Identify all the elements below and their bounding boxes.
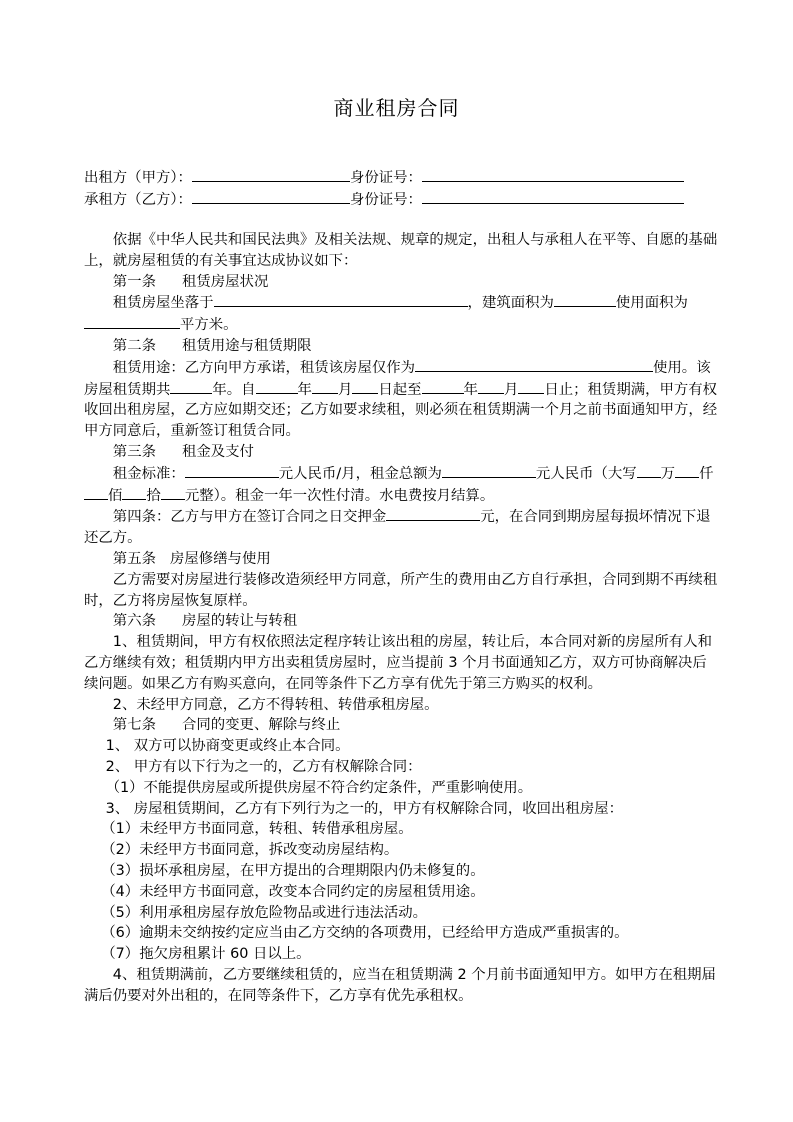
text-segment: 日止；租赁期满， bbox=[544, 381, 660, 398]
total-rent-blank[interactable] bbox=[442, 463, 536, 478]
article-title: 租金及支付 bbox=[181, 443, 254, 460]
usage-blank[interactable] bbox=[415, 357, 653, 372]
end-year-blank[interactable] bbox=[422, 379, 464, 394]
article-7-item: （5）利用承租房屋存放危险物品或进行违法活动。 bbox=[101, 904, 428, 921]
article-7-item: （6）逾期未交纳按约定应当由乙方交纳的各项费用，已经给甲方造成严重损害的。 bbox=[101, 925, 629, 942]
text-segment: 仟 bbox=[699, 465, 714, 482]
bai-blank[interactable] bbox=[84, 485, 108, 500]
article-5-text: 乙方需要对房屋进行装修改造须经甲方同意，所产生的费用由乙方自行承担，合同到期不再续租时，乙方将房屋恢复原样。 bbox=[84, 571, 718, 609]
article-6-clause-1: 1、租赁期间，甲方有权依照法定程序转让该出租的房屋，转让后，本合同对新的房屋所有人和乙方继续有效；租赁期内甲方出卖租赁房屋时，应当提前 3 个月书面通知乙方，双方可协商解决后续问题。如果乙方有购买意向，在同等条件下乙方享有优先于第三方购买的权利。 bbox=[84, 634, 712, 692]
lessee-label: 承租方（乙方）： bbox=[84, 192, 192, 208]
article-6-clause-2: 2、未经甲方同意，乙方不得转租、转借承租房屋。 bbox=[112, 696, 439, 713]
lessee-id-blank[interactable] bbox=[422, 189, 684, 204]
text-segment: 日起至 bbox=[378, 381, 422, 398]
article-number: 第二条 bbox=[112, 337, 156, 354]
building-area-blank[interactable] bbox=[554, 292, 616, 307]
lessor-line bbox=[84, 166, 684, 187]
text-segment: 第四条：乙方与甲方在签订合同之日交押金 bbox=[112, 509, 387, 526]
deposit-blank[interactable] bbox=[386, 506, 480, 521]
article-number: 第六条 bbox=[112, 613, 156, 630]
shi-blank[interactable] bbox=[122, 485, 146, 500]
text-segment: 年。自 bbox=[212, 381, 256, 398]
article-7-item: （7）拖欠房租累计 60 日以上。 bbox=[101, 946, 311, 963]
text-segment: 月 bbox=[503, 381, 519, 398]
text-segment: 租赁房屋坐落于 bbox=[112, 295, 214, 312]
text-segment: 元，在合同到期房屋每损坏情况下退还乙方。 bbox=[84, 509, 711, 547]
text-segment: 使用面积为 bbox=[615, 295, 688, 312]
intro-paragraph: 依据《中华人民共和国民法典》及相关法规、规章的规定，出租人与承租人在平等、自愿的基础上，就房屋租赁的有关事宜达成协议如下： bbox=[84, 232, 718, 269]
article-number: 第五条 bbox=[112, 550, 156, 567]
article-7-item: 2、 甲方有以下行为之一的，乙方有权解除合同： bbox=[105, 758, 422, 775]
end-month-blank[interactable] bbox=[478, 379, 504, 394]
article-title: 租赁房屋状况 bbox=[181, 273, 269, 290]
article-number: 第七条 bbox=[112, 717, 156, 734]
text-segment: 年 bbox=[463, 381, 478, 398]
start-day-blank[interactable] bbox=[352, 379, 378, 394]
lessor-label: 出租方（甲方）： bbox=[84, 170, 192, 186]
usable-area-blank[interactable] bbox=[84, 314, 180, 329]
article-7-item: （3）损坏承租房屋，在甲方提出的合理期限内仍未修复的。 bbox=[101, 862, 485, 879]
start-month-blank[interactable] bbox=[312, 379, 338, 394]
contract-body bbox=[84, 230, 718, 1006]
text-segment: 该房屋租赁期共 bbox=[84, 359, 711, 398]
term-years-blank[interactable] bbox=[170, 379, 212, 394]
text-segment: 年 bbox=[297, 381, 312, 398]
article-title: 租赁用途与租赁期限 bbox=[181, 337, 312, 354]
article-7-clause-4: 4、租赁期满前，乙方要继续租赁的，应当在租赁期满 2 个月前书面通知甲方。如甲方在租期届满后仍要对外出租的，在同等条件下，乙方享有优先承租权。 bbox=[84, 966, 716, 1004]
article-1-text bbox=[84, 292, 718, 336]
lessor-id-label: 身份证号： bbox=[349, 170, 422, 186]
text-segment: 甲方有权收回出租房屋，乙方应如期交还；乙方如要求续租，则必须在租赁期满一个月之前书面通知甲方，经甲方同意后，重新签订租赁合同。 bbox=[84, 381, 718, 440]
text-segment: 平方米。 bbox=[180, 317, 238, 334]
lessee-line bbox=[84, 188, 684, 209]
article-7-item: 3、 房屋租赁期间，乙方有下列行为之一的，甲方有权解除合同，收回出租房屋： bbox=[105, 800, 623, 817]
text-segment: ，建筑面积为 bbox=[467, 295, 554, 312]
text-segment: 元人民币（大写 bbox=[535, 465, 637, 482]
lessor-name-blank[interactable] bbox=[192, 167, 350, 182]
lessee-id-label: 身份证号： bbox=[349, 192, 422, 208]
article-6-heading bbox=[84, 611, 718, 632]
text-segment: 月 bbox=[337, 381, 353, 398]
article-4-text bbox=[84, 506, 718, 549]
article-7-item: （4）未经甲方书面同意，改变本合同约定的房屋租赁用途。 bbox=[101, 883, 485, 900]
article-number: 第三条 bbox=[112, 443, 156, 460]
article-title: 合同的变更、解除与终止 bbox=[181, 717, 341, 734]
article-7-item: 1、 双方可以协商变更或终止本合同。 bbox=[105, 738, 350, 755]
article-number: 第一条 bbox=[112, 273, 156, 290]
article-1-heading bbox=[84, 272, 718, 293]
text-segment: 万 bbox=[660, 465, 676, 482]
text-segment: 租金标准： bbox=[112, 465, 185, 482]
article-2-text bbox=[84, 357, 718, 442]
text-segment: 租赁用途：乙方向甲方承诺，租赁该房屋仅作为 bbox=[112, 359, 416, 376]
text-segment: 元整）。租金一年一次性付清。水电费按月结算。 bbox=[184, 487, 495, 504]
article-2-heading bbox=[84, 336, 718, 357]
article-3-text bbox=[84, 463, 718, 507]
location-blank[interactable] bbox=[214, 292, 468, 307]
start-year-blank[interactable] bbox=[256, 379, 298, 394]
qian-blank[interactable] bbox=[675, 463, 699, 478]
article-title: 房屋的转让与转租 bbox=[181, 613, 298, 630]
wan-blank[interactable] bbox=[637, 463, 661, 478]
article-3-heading bbox=[84, 442, 718, 463]
text-segment: 元人民币/月，租金总额为 bbox=[278, 465, 442, 482]
text-segment: 使用。 bbox=[653, 359, 697, 376]
monthly-rent-blank[interactable] bbox=[185, 463, 279, 478]
document-title: 商业租房合同 bbox=[333, 96, 460, 120]
lessee-name-blank[interactable] bbox=[192, 189, 350, 204]
yuan-blank[interactable] bbox=[161, 485, 185, 500]
end-day-blank[interactable] bbox=[518, 379, 544, 394]
lessor-id-blank[interactable] bbox=[422, 167, 684, 182]
article-title: 房屋修缮与使用 bbox=[169, 550, 271, 567]
text-segment: 佰 bbox=[108, 487, 123, 504]
text-segment: 拾 bbox=[146, 487, 161, 504]
article-7-item: （1）不能提供房屋或所提供房屋不符合约定条件，严重影响使用。 bbox=[105, 779, 533, 796]
article-7-heading bbox=[84, 715, 718, 736]
article-5-heading bbox=[84, 549, 718, 570]
article-7-item: （1）未经甲方书面同意，转租、转借承租房屋。 bbox=[101, 821, 413, 838]
article-7-item: （2）未经甲方书面同意，拆改变动房屋结构。 bbox=[101, 842, 399, 859]
